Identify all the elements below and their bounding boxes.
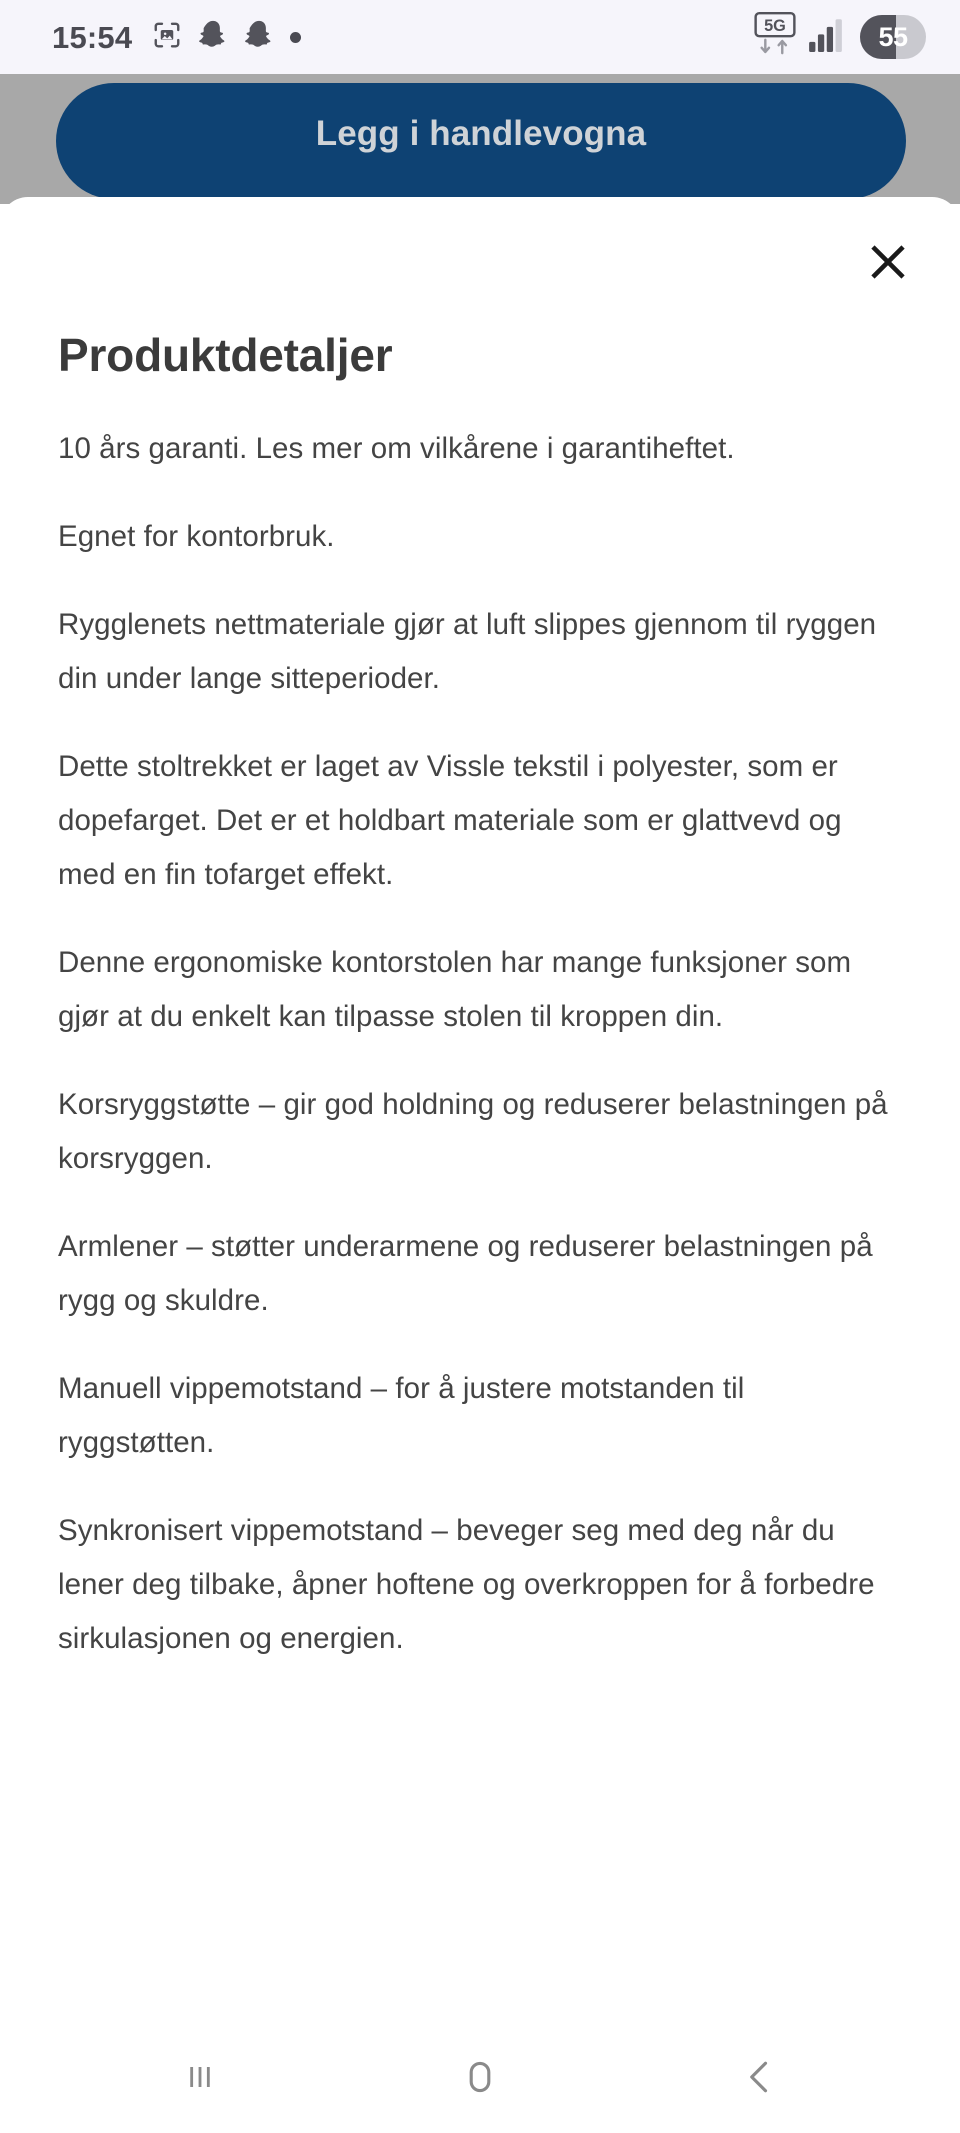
detail-paragraph-lumbar-support: Korsryggstøtte – gir god holdning og reduserer belastningen på korsryggen.	[58, 1087, 888, 1175]
detail-paragraph-ergonomics: Denne ergonomiske kontorstolen har mange funksjoner som gjør at du enkelt kan tilpasse stolen til kroppen din.	[58, 945, 852, 1033]
close-icon	[865, 239, 911, 288]
svg-text:5G: 5G	[764, 16, 786, 35]
back-chevron-icon	[738, 2055, 782, 2102]
home-button[interactable]	[420, 2028, 540, 2128]
status-bar-left	[52, 19, 301, 56]
snapchat-ghost-icon	[198, 19, 228, 56]
status-bar-right	[754, 12, 926, 63]
battery-indicator	[860, 15, 926, 59]
add-to-cart-button[interactable]: Legg i handlevogna	[56, 83, 906, 199]
detail-paragraph-manual-tilt: Manuell vippemotstand – for å justere motstanden til ryggstøtten.	[58, 1371, 745, 1459]
detail-paragraph-warranty: 10 års garanti. Les mer om vilkårene i garantiheftet.	[58, 431, 735, 465]
back-button[interactable]	[700, 2028, 820, 2128]
detail-paragraph-fabric: Dette stoltrekket er laget av Vissle tekstil i polyester, som er dopefarget. Det er et holdbart materiale som er glattvevd og med en fin tofarget effekt.	[58, 749, 842, 891]
product-details-sheet	[0, 197, 960, 2133]
close-button[interactable]	[860, 235, 916, 291]
page-title: Produktdetaljer	[58, 329, 393, 381]
detail-paragraph-office-use: Egnet for kontorbruk.	[58, 519, 335, 553]
battery-level-label: 55	[878, 21, 908, 52]
signal-bars-icon	[809, 18, 847, 57]
recent-apps-icon	[180, 2057, 220, 2100]
detail-paragraph-synchro-tilt: Synkronisert vippemotstand – beveger seg med deg når du lener deg tilbake, åpner hoftene og overkroppen for å forbedre sirkulasjonen og energien.	[58, 1513, 875, 1655]
sheet-body	[0, 329, 960, 1666]
android-navigation-bar	[0, 2023, 960, 2133]
detail-paragraph-armrests: Armlener – støtter underarmene og reduserer belastningen på rygg og skuldre.	[58, 1229, 873, 1317]
home-icon	[458, 2055, 502, 2102]
sheet-header	[0, 197, 960, 317]
detail-paragraph-mesh-back: Rygglenets nettmateriale gjør at luft slippes gjennom til ryggen din under lange sitteperioder.	[58, 607, 877, 695]
network-5g-icon	[754, 12, 796, 63]
status-bar-clock: 15:54	[52, 19, 133, 55]
notification-dot-icon	[290, 32, 301, 43]
snapchat-ghost-icon	[244, 19, 274, 56]
recent-apps-button[interactable]	[140, 2028, 260, 2128]
screenshot-capture-icon	[152, 20, 182, 55]
status-bar	[0, 0, 960, 74]
